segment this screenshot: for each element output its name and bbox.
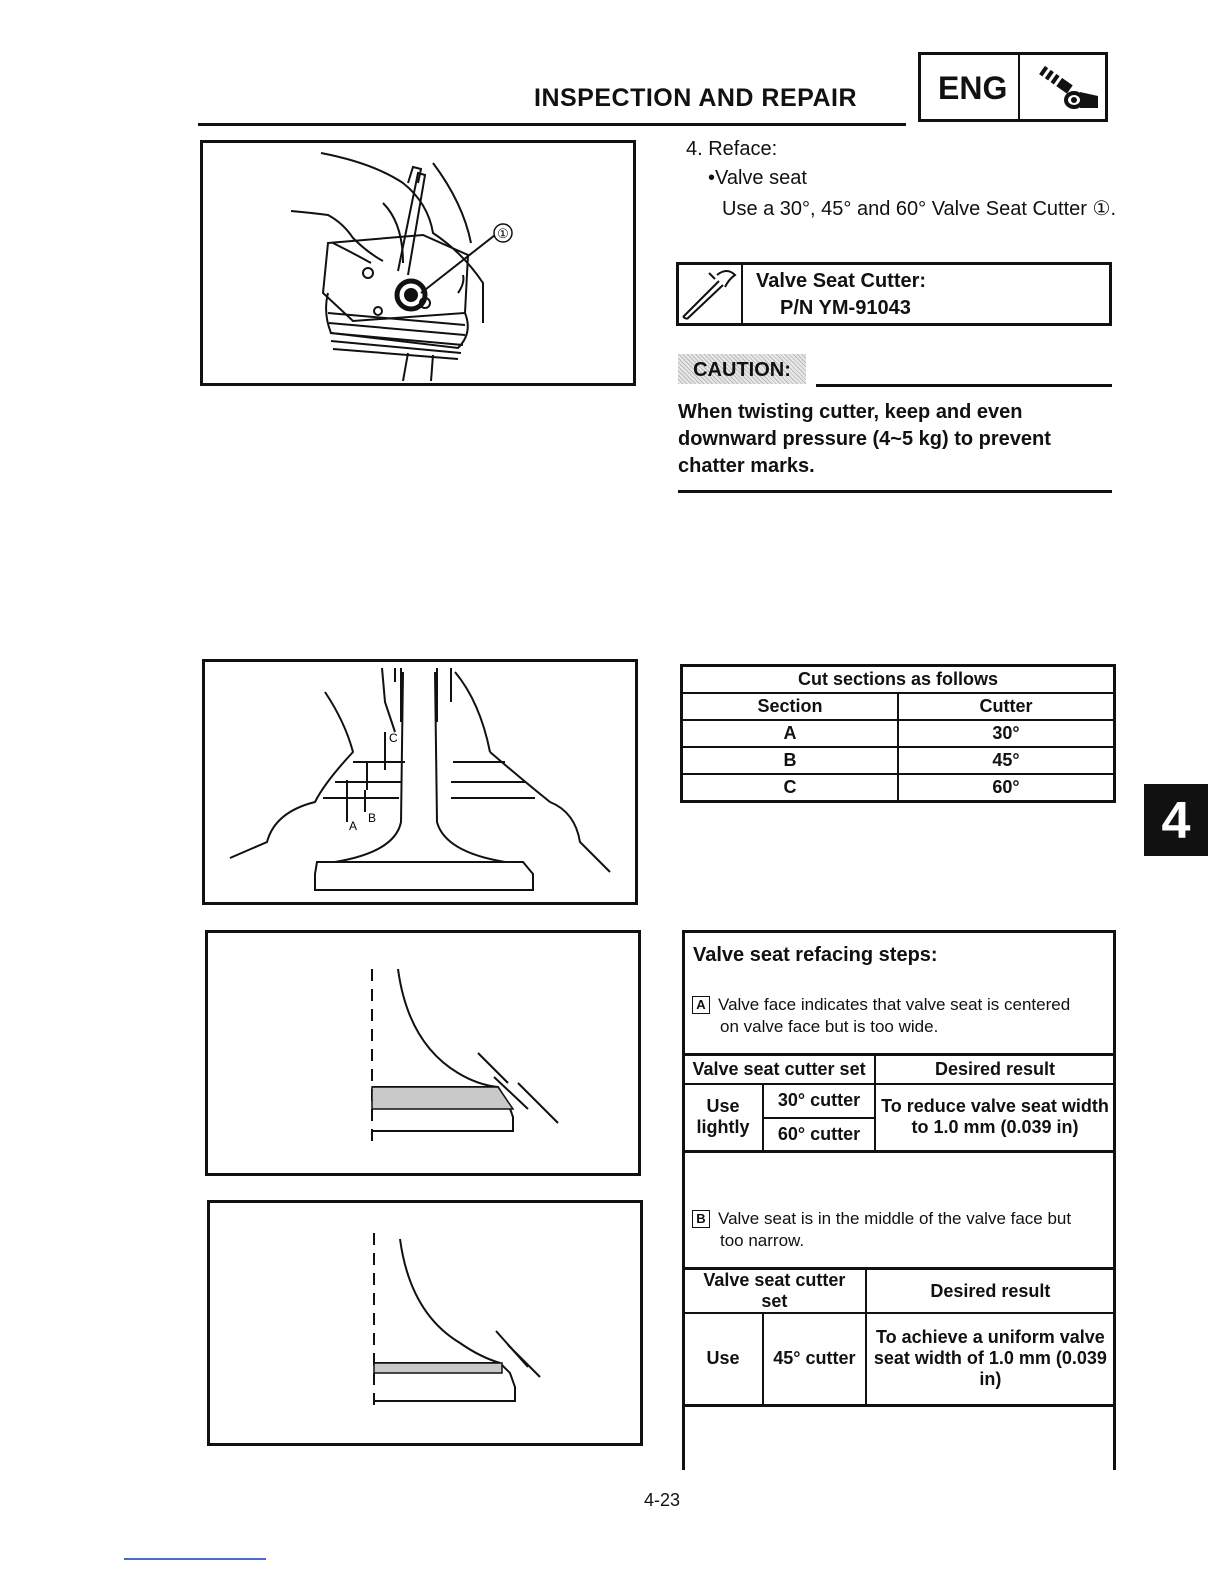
step-instruction: Use a 30°, 45° and 60° Valve Seat Cutter ①.	[722, 198, 1116, 220]
valve-face-wide-diagram	[208, 933, 638, 1173]
valve-section-diagram	[205, 662, 635, 902]
case-a-letter: A	[692, 996, 710, 1014]
step-block	[686, 138, 1122, 222]
valve-face-narrow-diagram	[210, 1203, 640, 1443]
cut-table-header-cutter: Cutter	[898, 693, 1115, 720]
callout-number: ①	[497, 226, 509, 241]
cut-sections-table	[680, 664, 1116, 803]
caution-label: CAUTION:	[678, 354, 806, 384]
refacing-title: Valve seat refacing steps:	[693, 944, 938, 966]
cylinder-head-illustration	[203, 143, 633, 383]
step-number: 4. Reface:	[686, 138, 778, 160]
use-lightly-label: Use lightly	[683, 1084, 763, 1152]
header-rule	[198, 123, 906, 126]
section-badge-label: ENG	[938, 70, 1008, 106]
tool-name: Valve Seat Cutter:	[756, 270, 927, 292]
valve-seat-cutter-icon	[679, 265, 743, 323]
page-title: INSPECTION AND REPAIR	[534, 84, 858, 112]
result-a: To reduce valve seat width to 1.0 mm (0.039 in)	[875, 1084, 1115, 1152]
table-row: B 45°	[682, 747, 1115, 774]
caution-rule-bottom	[678, 490, 1112, 493]
chapter-tab: 4	[1144, 784, 1208, 856]
page-number: 4-23	[644, 1490, 681, 1510]
section-label-a: A	[349, 819, 358, 833]
section-label-b: B	[368, 811, 377, 825]
caution-rule	[816, 384, 1112, 387]
case-b-letter: B	[692, 1210, 710, 1228]
case-b-text: B Valve seat is in the middle of the valve face but too narrow.	[692, 1208, 1110, 1252]
section-label-c: C	[389, 731, 398, 745]
caution-text: When twisting cutter, keep and even downward pressure (4~5 kg) to prevent chatter marks.	[678, 401, 1051, 477]
tool-part-number: P/N YM-91043	[780, 297, 911, 319]
table-row: C 60°	[682, 774, 1115, 802]
cut-table-header-section: Section	[682, 693, 899, 720]
case-a-text: A Valve face indicates that valve seat is centered on valve face but is too wide.	[692, 994, 1110, 1038]
result-table-b: Valve seat cutter set Desired result Use 45° cutter To achieve a uniform valve seat width of 1.0 mm (0.039 in)	[682, 1267, 1116, 1407]
footer-rule	[124, 1558, 266, 1560]
table-row: A 30°	[682, 720, 1115, 747]
result-b: To achieve a uniform valve seat width of 1.0 mm (0.039 in)	[866, 1313, 1115, 1405]
result-table-a: Valve seat cutter set Desired result Use lightly 30° cutter To reduce valve seat width to 1.0 mm (0.039 in) 60° cutter	[682, 1053, 1116, 1153]
engine-tool-icon	[1030, 60, 1102, 116]
badge-divider	[1018, 54, 1020, 120]
cut-table-caption: Cut sections as follows	[682, 666, 1115, 694]
step-bullet: •Valve seat	[708, 167, 807, 189]
